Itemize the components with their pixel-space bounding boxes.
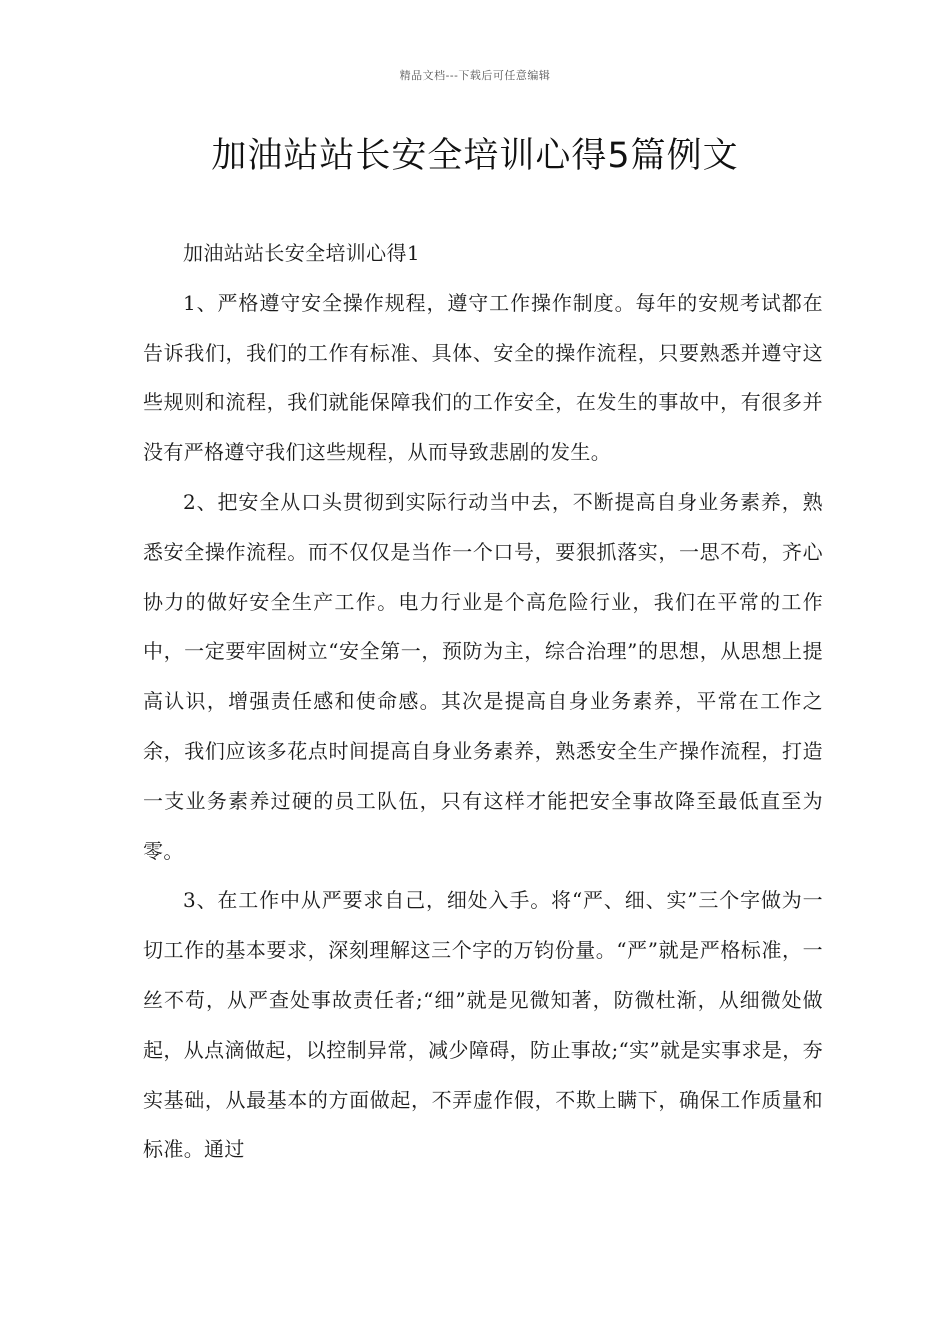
document-title: 加油站站长安全培训心得5篇例文 — [211, 136, 739, 176]
paragraph-3: 3、在工作中从严要求自己，细处入手。将“严、细、实”三个字做为一切工作的基本要求，深刻理解这三个字的万钧份量。“严”就是严格标准，一丝不苟，从严查处事故责任者;“细”就是见微知著，防微杜渐，从细微处做起，从点滴做起，以控制异常，减少障碍，防止事故;“实”就是实事求是，夯实基础，从最基本的方面做起，不弄虚作假，不欺上瞒下，确保工作质量和标准。通过 — [143, 888, 823, 1162]
header-note: 精品文档---下载后可任意编辑 — [399, 69, 551, 82]
paragraph-1: 1、严格遵守安全操作规程，遵守工作操作制度。每年的安规考试都在告诉我们，我们的工作有标准、具体、安全的操作流程，只要熟悉并遵守这些规则和流程，我们就能保障我们的工作安全，在发生的事故中，有很多并没有严格遵守我们这些规程，从而导致悲剧的发生。 — [143, 290, 823, 465]
document-body — [143, 229, 823, 1175]
section-heading: 加油站站长安全培训心得1 — [183, 241, 420, 265]
paragraph-2: 2、把安全从口头贯彻到实际行动当中去，不断提高自身业务素养，熟悉安全操作流程。而不仅仅是当作一个口号，要狠抓落实，一思不苟，齐心协力的做好安全生产工作。电力行业是个高危险行业，我们在平常的工作中，一定要牢固树立“安全第一，预防为主，综合治理”的思想，从思想上提高认识，增强责任感和使命感。其次是提高自身业务素养，平常在工作之余，我们应该多花点时间提高自身业务素养，熟悉安全生产操作流程，打造一支业务素养过硬的员工队伍，只有这样才能把安全事故降至最低直至为零。 — [143, 489, 823, 863]
